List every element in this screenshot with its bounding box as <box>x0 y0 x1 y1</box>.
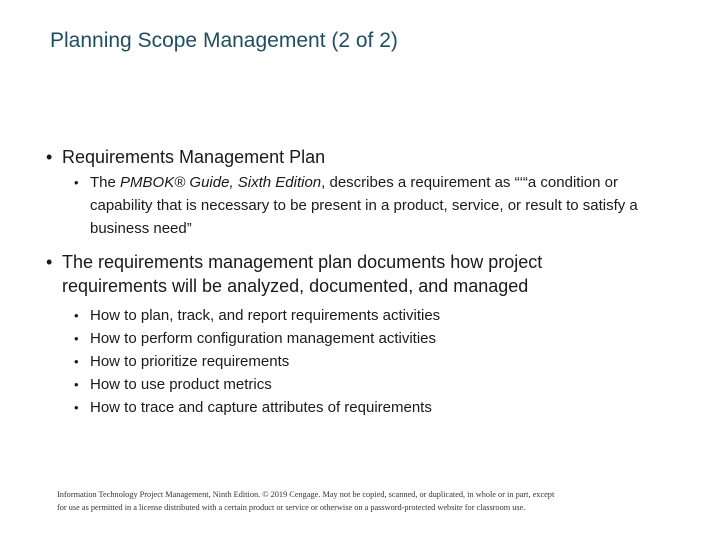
bullet-marker: • <box>74 354 79 369</box>
sub-bullet-item <box>74 396 646 419</box>
bullet-marker: • <box>74 400 79 415</box>
sub-bullet-item <box>74 304 646 327</box>
sub-bullet-list <box>46 171 646 240</box>
sub-bullet-item <box>74 373 646 396</box>
sub-bullet-pmbok-definition <box>74 171 646 240</box>
bullet-plan-documents <box>46 250 646 298</box>
bullet-marker: • <box>74 331 79 346</box>
footer-line-1: Information Technology Project Management, Ninth Edition. © 2019 Cengage. May not be copied, scanned, or duplicated, in whole or in part, except <box>57 490 555 499</box>
footer-line-2: for use as permitted in a license distributed with a certain product or service or otherwise on a password-protected website for classroom use. <box>57 503 526 512</box>
sub-bullet-text: How to use product metrics <box>90 376 272 393</box>
sub-bullet-text: How to prioritize requirements <box>90 353 290 370</box>
bullet-requirements-management-plan <box>46 145 646 169</box>
copyright-footer <box>57 488 677 514</box>
sub-bullet-prefix: The <box>90 174 121 191</box>
bullet-marker: • <box>74 175 79 190</box>
bullet-text: The requirements management plan documents how project requirements will be analyzed, documented, and managed <box>62 252 543 296</box>
slide-title: Planning Scope Management (2 of 2) <box>50 29 398 52</box>
sub-bullet-text: How to perform configuration management activities <box>90 330 436 347</box>
bullet-text: Requirements Management Plan <box>62 147 326 167</box>
sub-bullet-item <box>74 350 646 373</box>
bullet-marker: • <box>74 308 79 323</box>
bullet-marker: • <box>74 377 79 392</box>
bullet-marker: • <box>46 147 53 167</box>
sub-bullet-text: How to plan, track, and report requirements activities <box>90 307 441 324</box>
sub-bullet-italic-title: PMBOK® Guide, Sixth Edition <box>120 174 322 191</box>
sub-bullet-text: How to trace and capture attributes of requirements <box>90 399 432 416</box>
sub-bullet-list <box>46 304 646 419</box>
slide-body <box>46 145 646 419</box>
sub-bullet-suffix: , describes a requirement as “‘“a condition or capability that is necessary to be present in a product, service, or result to satisfy a business need” <box>90 174 638 237</box>
sub-bullet-item <box>74 327 646 350</box>
bullet-marker: • <box>46 252 53 272</box>
